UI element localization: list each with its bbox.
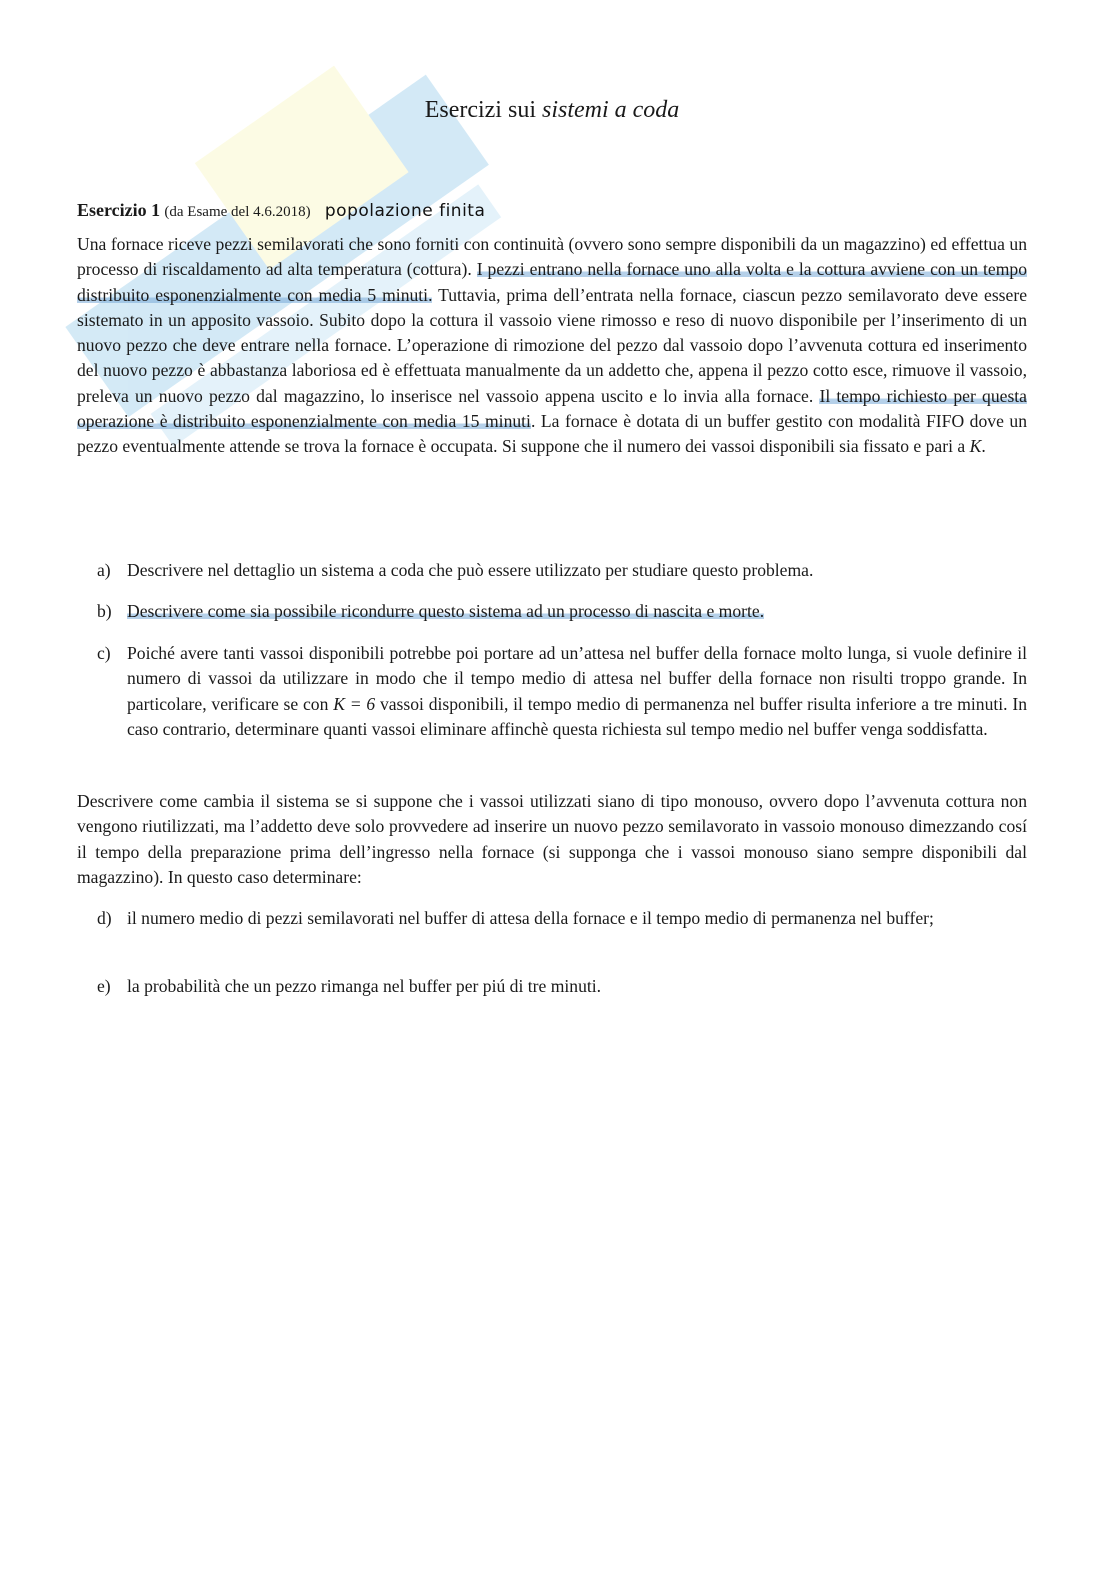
list-item-c bbox=[77, 641, 1027, 742]
list-label: c) bbox=[97, 643, 111, 663]
list-label: d) bbox=[97, 908, 112, 928]
list-text: il numero medio di pezzi semilavorati nel buffer di attesa della fornace e il tempo medio di permanenza nel buffer; bbox=[127, 908, 934, 928]
list-label: b) bbox=[97, 601, 112, 621]
list-text: la probabilità che un pezzo rimanga nel buffer per piú di tre minuti. bbox=[127, 976, 602, 996]
math-expression: K = 6 bbox=[333, 693, 376, 714]
paragraph-text: . La fornace è dotata di un buffer gestito con modalità FIFO dove un pezzo eventualmente attende se trova la fornace è occupata. Si suppone che il numero dei vassoi disponibili sia fissato e pari a bbox=[77, 411, 1027, 457]
paragraph-text: . bbox=[981, 436, 986, 457]
title-prefix: Esercizi sui bbox=[424, 97, 542, 123]
list-item-b bbox=[77, 599, 1027, 624]
list-label: e) bbox=[97, 976, 111, 996]
list-text: Poiché avere tanti vassoi disponibili potrebbe poi portare ad un’attesa nel buffer della fornace molto lunga, si vuole definire il numero di vassoi da utilizzare in modo che il tempo medio di attesa nel buffer della fornace non risulti troppo grande. In particolare, verificare se con bbox=[127, 643, 1027, 714]
exercise-heading bbox=[77, 198, 1027, 224]
list-text: Descrivere nel dettaglio un sistema a coda che può essere utilizzato per studiare questo problema. bbox=[127, 560, 814, 580]
document-title bbox=[77, 96, 1027, 124]
exercise-paragraph bbox=[77, 232, 1027, 460]
paragraph-text: Tuttavia, prima dell’entrata nella fornace, ciascun pezzo semilavorato deve essere sistemato in un apposito vassoio. Subito dopo la cottura il vassoio viene rimosso e reso di nuovo disponibile per l’inserimento di un nuovo pezzo che deve entrare nella fornace. L’operazione di rimozione del pezzo dal vassoio dopo l’avvenuta cottura ed inserimento del nuovo pezzo è abbastanza laboriosa ed è effettuata manualmente da un addetto che, appena il pezzo cotto esce, rimuove il vassoio, preleva un nuovo pezzo dal magazzino, lo inserisce nel vassoio appena uscito e lo invia alla fornace. bbox=[77, 284, 1027, 406]
list-label: a) bbox=[97, 560, 111, 580]
list-text: vassoi disponibili, il tempo medio di permanenza nel buffer risulta inferiore a tre minuti. In caso contrario, determinare quanti vassoi eliminare affinchè questa richiesta sul tempo medio nel buffer venga soddisfatta. bbox=[127, 693, 1027, 739]
highlighted-text: Descrivere come sia possibile ricondurre questo sistema ad un processo di nascita e morte. bbox=[127, 601, 765, 621]
highlighted-text: I pezzi entrano nella fornace uno alla volta e la cottura avviene con un tempo distribuito esponenzialmente con media 5 minuti. bbox=[77, 259, 1027, 305]
math-variable: K bbox=[969, 436, 982, 457]
highlighted-text: Il tempo richiesto per questa operazione è distribuito esponenzialmente con media 15 minuti bbox=[77, 385, 1027, 432]
second-paragraph: Descrivere come cambia il sistema se si suppone che i vassoi utilizzati siano di tipo monouso, ovvero dopo l’avvenuta cottura non vengono riutilizzati, ma l’addetto deve solo provvedere ad inserire un nuovo pezzo semilavorato in vassoio monouso dimezzando cosí il tempo della preparazione prima dell’ingresso nella fornace (si supponga che i vassoi monouso siano sempre disponibili dal magazzino). In questo caso determinare: bbox=[77, 791, 1027, 887]
title-italic: sistemi a coda bbox=[541, 97, 680, 123]
exercise-number: Esercizio 1 bbox=[77, 200, 161, 220]
paragraph-text: Una fornace riceve pezzi semilavorati che sono forniti con continuità (ovvero sono sempre disponibili da un magazzino) ed effettua un processo di riscaldamento ad alta temperatura (cottura). bbox=[77, 234, 1027, 280]
list-item-d bbox=[77, 906, 1027, 931]
exercise-source: (da Esame del 4.6.2018) bbox=[164, 204, 311, 220]
list-item-e bbox=[77, 974, 1027, 999]
list-item-a bbox=[77, 558, 1027, 583]
handwritten-note: popolazione finita bbox=[324, 201, 486, 221]
